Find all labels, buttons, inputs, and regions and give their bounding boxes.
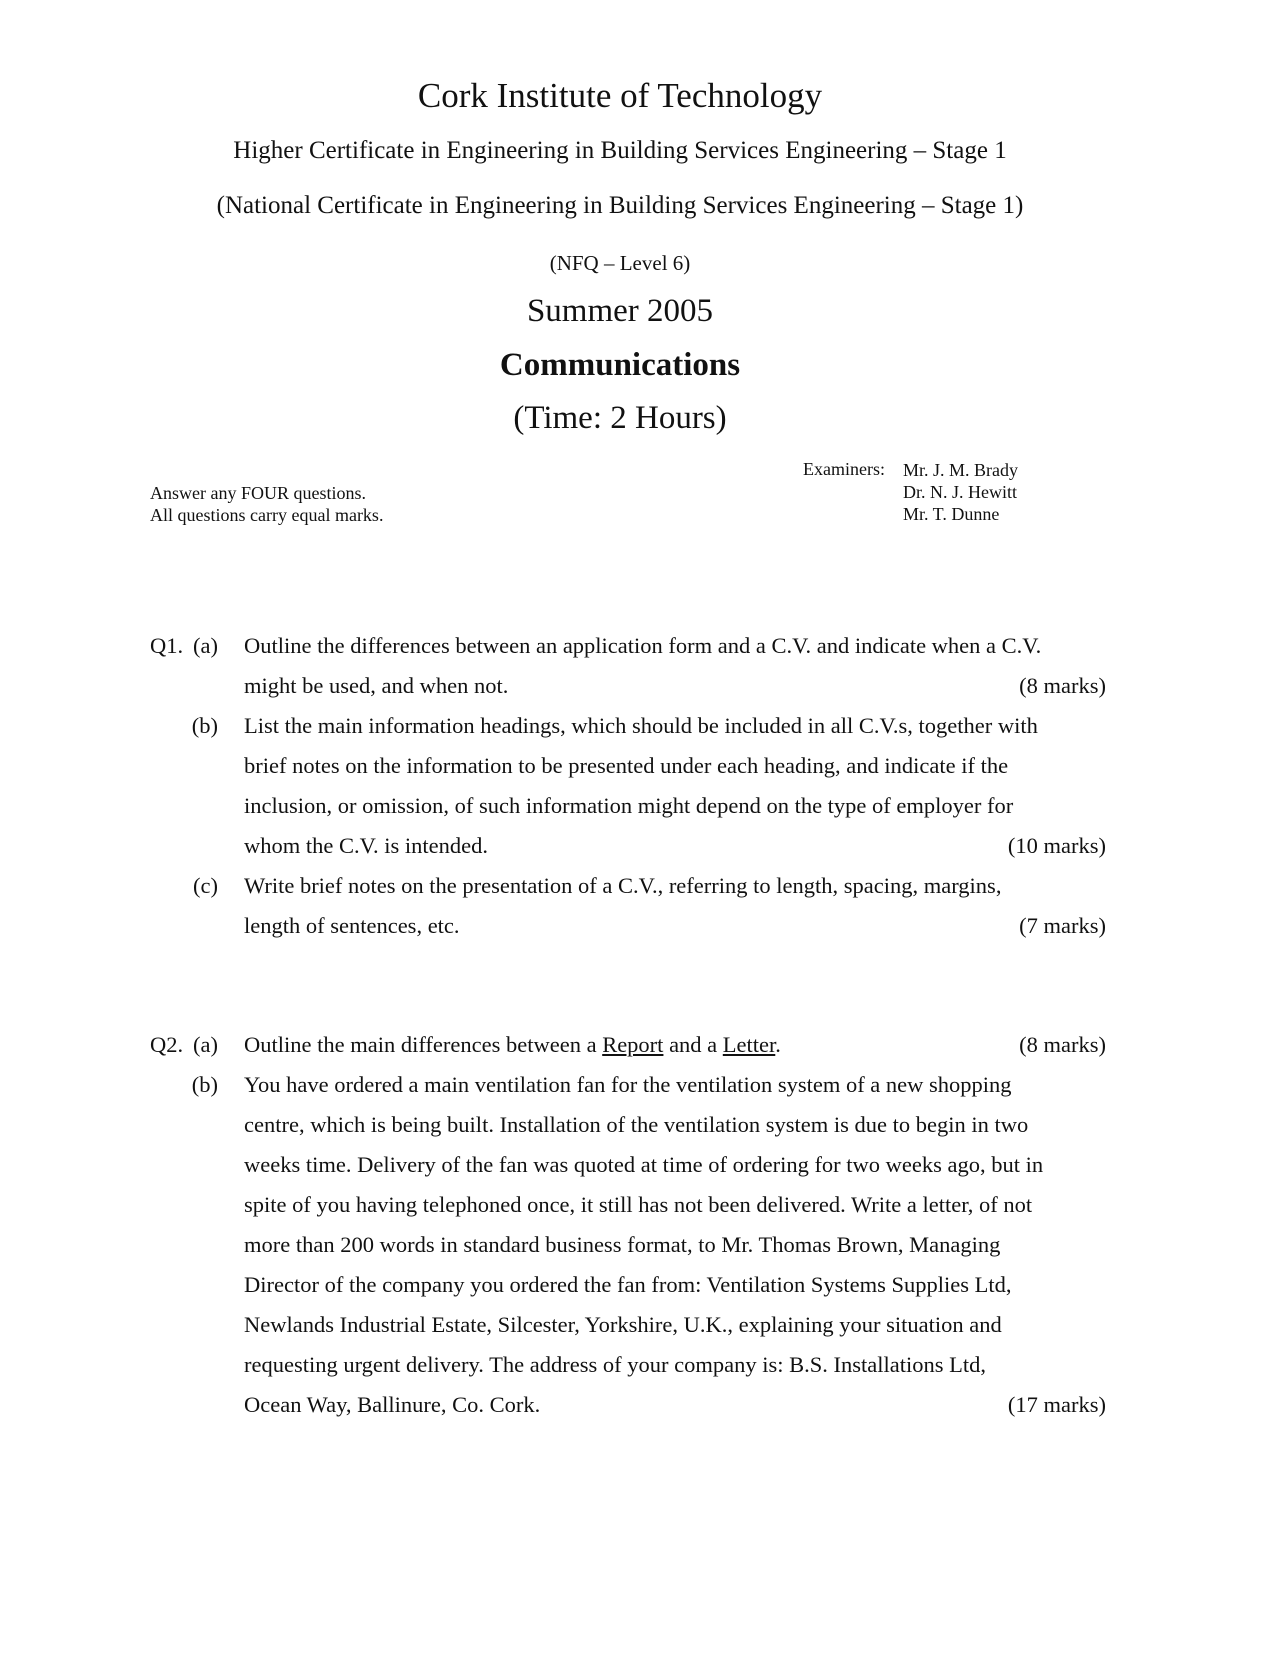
question-text: inclusion, or omission, of such information might depend on the type of employer for xyxy=(244,793,1014,818)
question-number: Q1. xyxy=(150,633,184,658)
institution-title: Cork Institute of Technology xyxy=(417,76,823,115)
question-text: weeks time. Delivery of the fan was quoted at time of ordering for two weeks ago, but in xyxy=(244,1152,1044,1177)
exam-session: Summer 2005 xyxy=(526,293,714,329)
marks-label: (17 marks) xyxy=(1007,1392,1106,1417)
question-2 xyxy=(0,1025,1280,1425)
question-1 xyxy=(0,626,1280,946)
question-line xyxy=(0,1065,1280,1105)
examiners-label: Examiners: xyxy=(803,459,885,479)
question-text: whom the C.V. is intended. xyxy=(244,833,488,858)
question-line xyxy=(0,626,1280,666)
part-label: (a) xyxy=(193,633,218,658)
text-fragment: Outline the main differences between a xyxy=(244,1032,603,1057)
text-fragment: . xyxy=(775,1032,781,1057)
subject-title: Communications xyxy=(499,347,741,383)
question-text xyxy=(244,1025,781,1065)
instruction-line: Answer any FOUR questions. xyxy=(150,483,366,503)
text-fragment: and a xyxy=(663,1032,723,1057)
question-line xyxy=(0,746,1280,786)
question-text: might be used, and when not. xyxy=(244,673,509,698)
marks-label: (8 marks) xyxy=(1019,1032,1106,1057)
marks-label: (8 marks) xyxy=(1019,673,1106,698)
question-line xyxy=(0,826,1280,866)
question-text: length of sentences, etc. xyxy=(244,913,460,938)
question-text: centre, which is being built. Installation of the ventilation system is due to begin in two xyxy=(244,1112,1029,1137)
question-text: Outline the differences between an application form and a C.V. and indicate when a C.V. xyxy=(244,633,1042,658)
question-number: Q2. xyxy=(150,1032,184,1057)
exam-instructions xyxy=(150,482,383,526)
question-line xyxy=(0,706,1280,746)
question-text: Ocean Way, Ballinure, Co. Cork. xyxy=(244,1392,541,1417)
question-text: You have ordered a main ventilation fan for the ventilation system of a new shopping xyxy=(244,1072,1012,1097)
instruction-line: All questions carry equal marks. xyxy=(150,505,384,525)
part-label: (b) xyxy=(191,713,218,738)
underlined-word-letter: Letter xyxy=(722,1032,776,1057)
marks-label: (7 marks) xyxy=(1019,913,1106,938)
examiner-name: Mr. J. M. Brady xyxy=(903,460,1019,480)
question-line xyxy=(0,1225,1280,1265)
nfq-level: (NFQ – Level 6) xyxy=(549,251,691,275)
question-line xyxy=(0,866,1280,906)
question-text: more than 200 words in standard business format, to Mr. Thomas Brown, Managing xyxy=(244,1232,1001,1257)
question-line xyxy=(0,786,1280,826)
national-certificate-title: (National Certificate in Engineering in Building Services Engineering – Stage 1) xyxy=(216,192,1024,219)
part-label: (c) xyxy=(193,873,218,898)
question-line xyxy=(0,1145,1280,1185)
examiner-name: Mr. T. Dunne xyxy=(903,504,1000,524)
marks-label: (10 marks) xyxy=(1007,833,1106,858)
examiners-list xyxy=(903,459,1018,525)
question-text: Write brief notes on the presentation of a C.V., referring to length, spacing, margins, xyxy=(244,873,1002,898)
exam-duration: (Time: 2 Hours) xyxy=(513,400,727,436)
programme-title: Higher Certificate in Engineering in Building Services Engineering – Stage 1 xyxy=(233,137,1007,164)
question-line xyxy=(0,1385,1280,1425)
question-text: requesting urgent delivery. The address of your company is: B.S. Installations Ltd, xyxy=(244,1352,986,1377)
question-line xyxy=(0,906,1280,946)
question-line xyxy=(0,1185,1280,1225)
question-line xyxy=(0,1025,1280,1065)
question-line xyxy=(0,1105,1280,1145)
question-text: Newlands Industrial Estate, Silcester, Yorkshire, U.K., explaining your situation and xyxy=(244,1312,1002,1337)
examiner-name: Dr. N. J. Hewitt xyxy=(903,482,1017,502)
underlined-word-report: Report xyxy=(602,1032,664,1057)
question-text: Director of the company you ordered the fan from: Ventilation Systems Supplies Ltd, xyxy=(244,1272,1012,1297)
part-label: (b) xyxy=(191,1072,218,1097)
question-text: spite of you having telephoned once, it still has not been delivered. Write a letter, of not xyxy=(244,1192,1033,1217)
question-line xyxy=(0,1265,1280,1305)
question-line xyxy=(0,1345,1280,1385)
part-label: (a) xyxy=(193,1032,218,1057)
question-line xyxy=(0,1305,1280,1345)
question-line xyxy=(0,666,1280,706)
question-text: List the main information headings, which should be included in all C.V.s, together with xyxy=(244,713,1038,738)
question-text: brief notes on the information to be presented under each heading, and indicate if the xyxy=(244,753,1009,778)
